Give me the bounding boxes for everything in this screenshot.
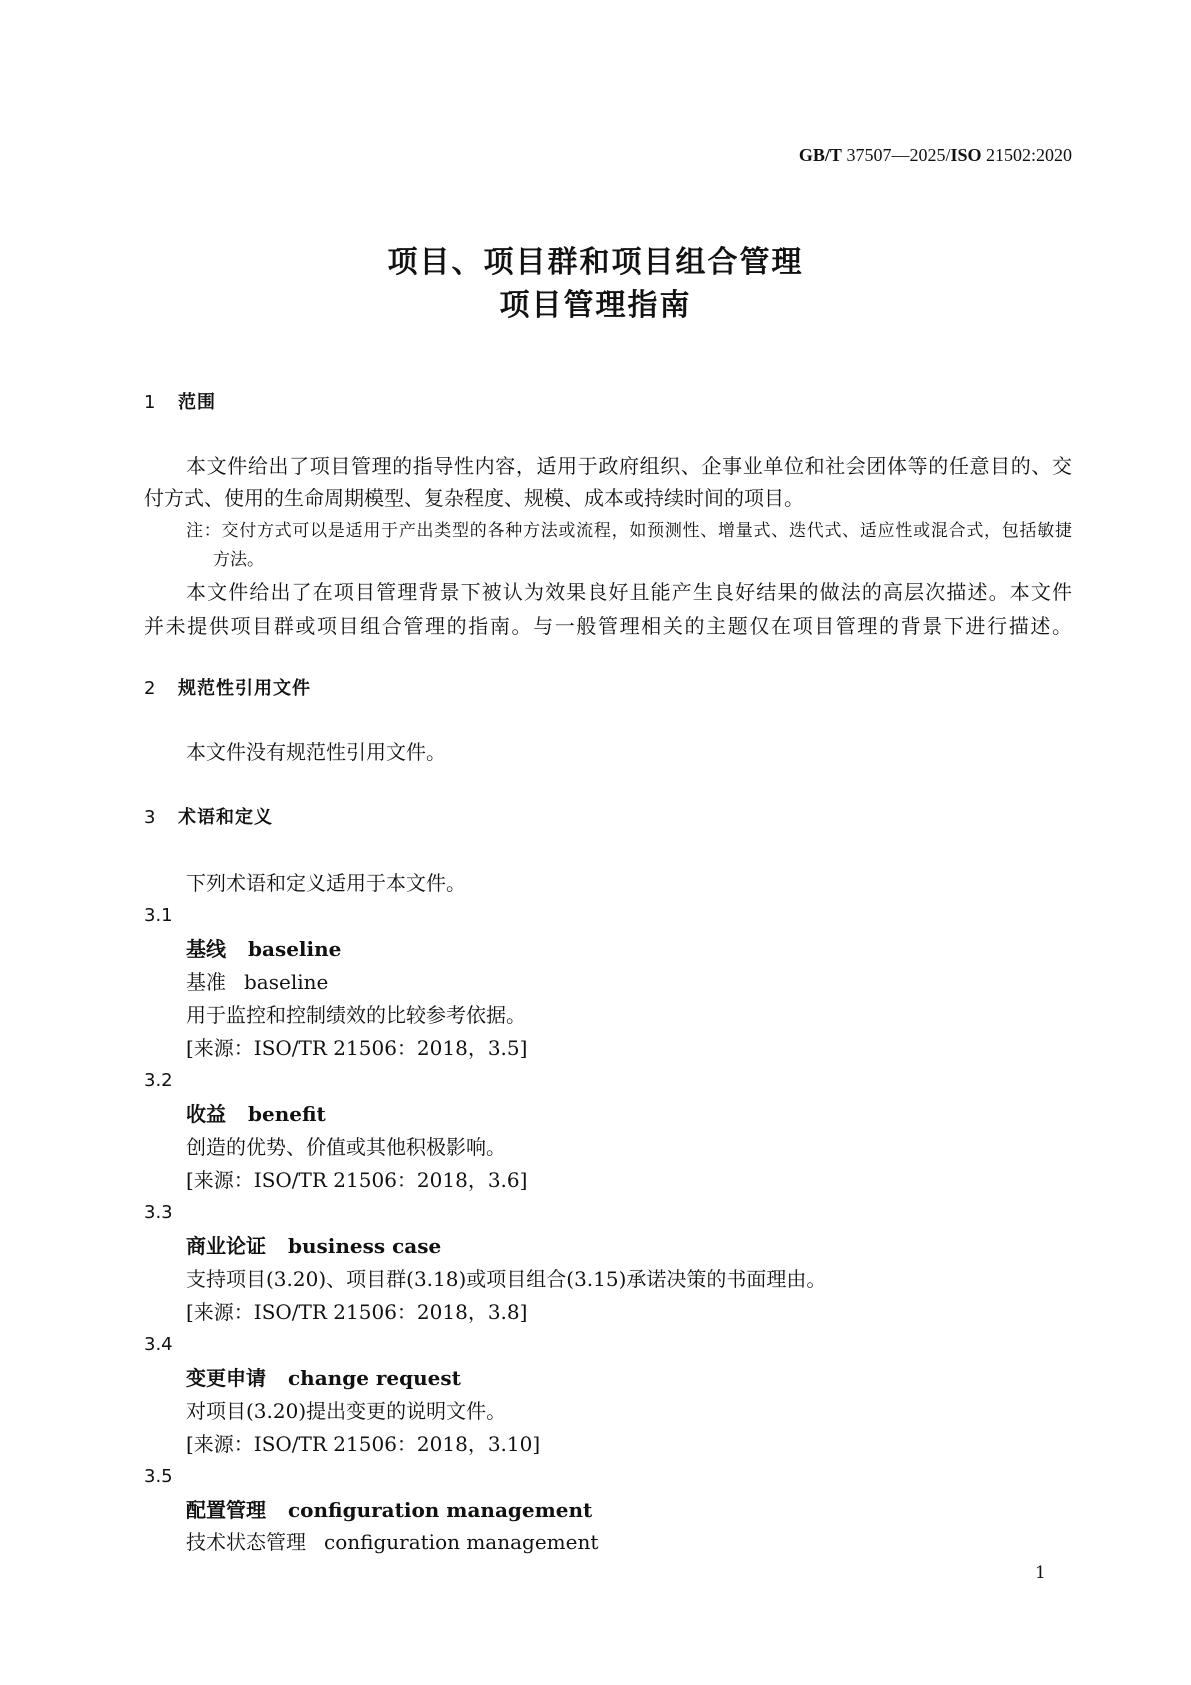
- term-en: baseline: [248, 937, 342, 961]
- term-entry: [186, 1232, 441, 1260]
- section-number: 1: [144, 392, 157, 413]
- term-number: 3.3: [144, 1202, 173, 1223]
- term-admitted: [186, 968, 328, 996]
- term-alt-en: baseline: [244, 970, 329, 994]
- iso-number: 21502:2020: [985, 145, 1072, 165]
- paragraph-line: 下列术语和定义适用于本文件。: [186, 871, 466, 895]
- term-zh: 配置管理: [186, 1498, 266, 1522]
- term-en: configuration management: [288, 1498, 593, 1522]
- document-title-line1: 项目、项目群和项目组合管理: [387, 245, 804, 280]
- note-line: 方法。: [213, 550, 264, 570]
- term-number: 3.2: [144, 1070, 173, 1091]
- paragraph-line: 本文件给出了在项目管理背景下被认为效果良好且能产生良好结果的做法的高层次描述。本文件: [186, 580, 1072, 604]
- section-title: 规范性引用文件: [178, 678, 311, 699]
- term-entry: [186, 935, 341, 963]
- section-2-heading: [144, 675, 311, 703]
- paragraph-line: 本文件给出了项目管理的指导性内容，适用于政府组织、企事业单位和社会团体等的任意目的、交: [186, 454, 1072, 478]
- term-definition: 支持项目(3.20)、项目群(3.18)或项目组合(3.15)承诺决策的书面理由。: [186, 1267, 827, 1291]
- term-alt-zh: 技术状态管理: [186, 1530, 306, 1554]
- term-zh: 变更申请: [186, 1366, 266, 1390]
- paragraph-line: 付方式、使用的生命周期模型、复杂程度、规模、成本或持续时间的项目。: [144, 486, 804, 510]
- term-entry: [186, 1496, 592, 1524]
- note-line: 注：交付方式可以是适用于产出类型的各种方法或流程，如预测性、增量式、迭代式、适应性或混合式，包括敏捷: [186, 521, 1072, 541]
- term-definition: 用于监控和控制绩效的比较参考依据。: [186, 1003, 526, 1027]
- term-zh: 基线: [186, 937, 226, 961]
- page-number: 1: [1035, 1563, 1046, 1583]
- term-number: 3.5: [144, 1466, 173, 1487]
- term-zh: 收益: [186, 1102, 226, 1126]
- section-title: 术语和定义: [178, 807, 273, 828]
- term-source: [来源：ISO/TR 21506：2018，3.10]: [186, 1432, 541, 1456]
- paragraph-line: 并未提供项目群或项目组合管理的指南。与一般管理相关的主题仅在项目管理的背景下进行描述。: [144, 614, 1072, 638]
- term-definition: 对项目(3.20)提出变更的说明文件。: [186, 1399, 507, 1423]
- term-source: [来源：ISO/TR 21506：2018，3.8]: [186, 1300, 528, 1324]
- standard-code-header: [799, 141, 1072, 169]
- term-admitted: [186, 1528, 598, 1556]
- iso-prefix: ISO: [950, 145, 982, 165]
- term-en: change request: [288, 1366, 461, 1390]
- section-title: 范围: [178, 392, 216, 413]
- term-number: 3.4: [144, 1334, 173, 1355]
- section-number: 3: [144, 807, 157, 828]
- term-alt-en: configuration management: [324, 1530, 599, 1554]
- term-en: business case: [288, 1234, 442, 1258]
- term-zh: 商业论证: [186, 1234, 266, 1258]
- term-number: 3.1: [144, 905, 173, 926]
- term-alt-zh: 基准: [186, 970, 226, 994]
- std-prefix: GB/T: [798, 145, 842, 165]
- paragraph-line: 本文件没有规范性引用文件。: [186, 740, 446, 764]
- term-source: [来源：ISO/TR 21506：2018，3.5]: [186, 1036, 528, 1060]
- document-title-line2: 项目管理指南: [499, 288, 692, 323]
- section-1-heading: [144, 389, 216, 417]
- section-3-heading: [144, 804, 273, 832]
- term-en: benefit: [248, 1102, 326, 1126]
- section-number: 2: [144, 678, 157, 699]
- term-definition: 创造的优势、价值或其他积极影响。: [186, 1135, 506, 1159]
- std-number: 37507—2025/: [846, 145, 951, 165]
- term-entry: [186, 1100, 326, 1128]
- term-source: [来源：ISO/TR 21506：2018，3.6]: [186, 1168, 528, 1192]
- term-entry: [186, 1364, 461, 1392]
